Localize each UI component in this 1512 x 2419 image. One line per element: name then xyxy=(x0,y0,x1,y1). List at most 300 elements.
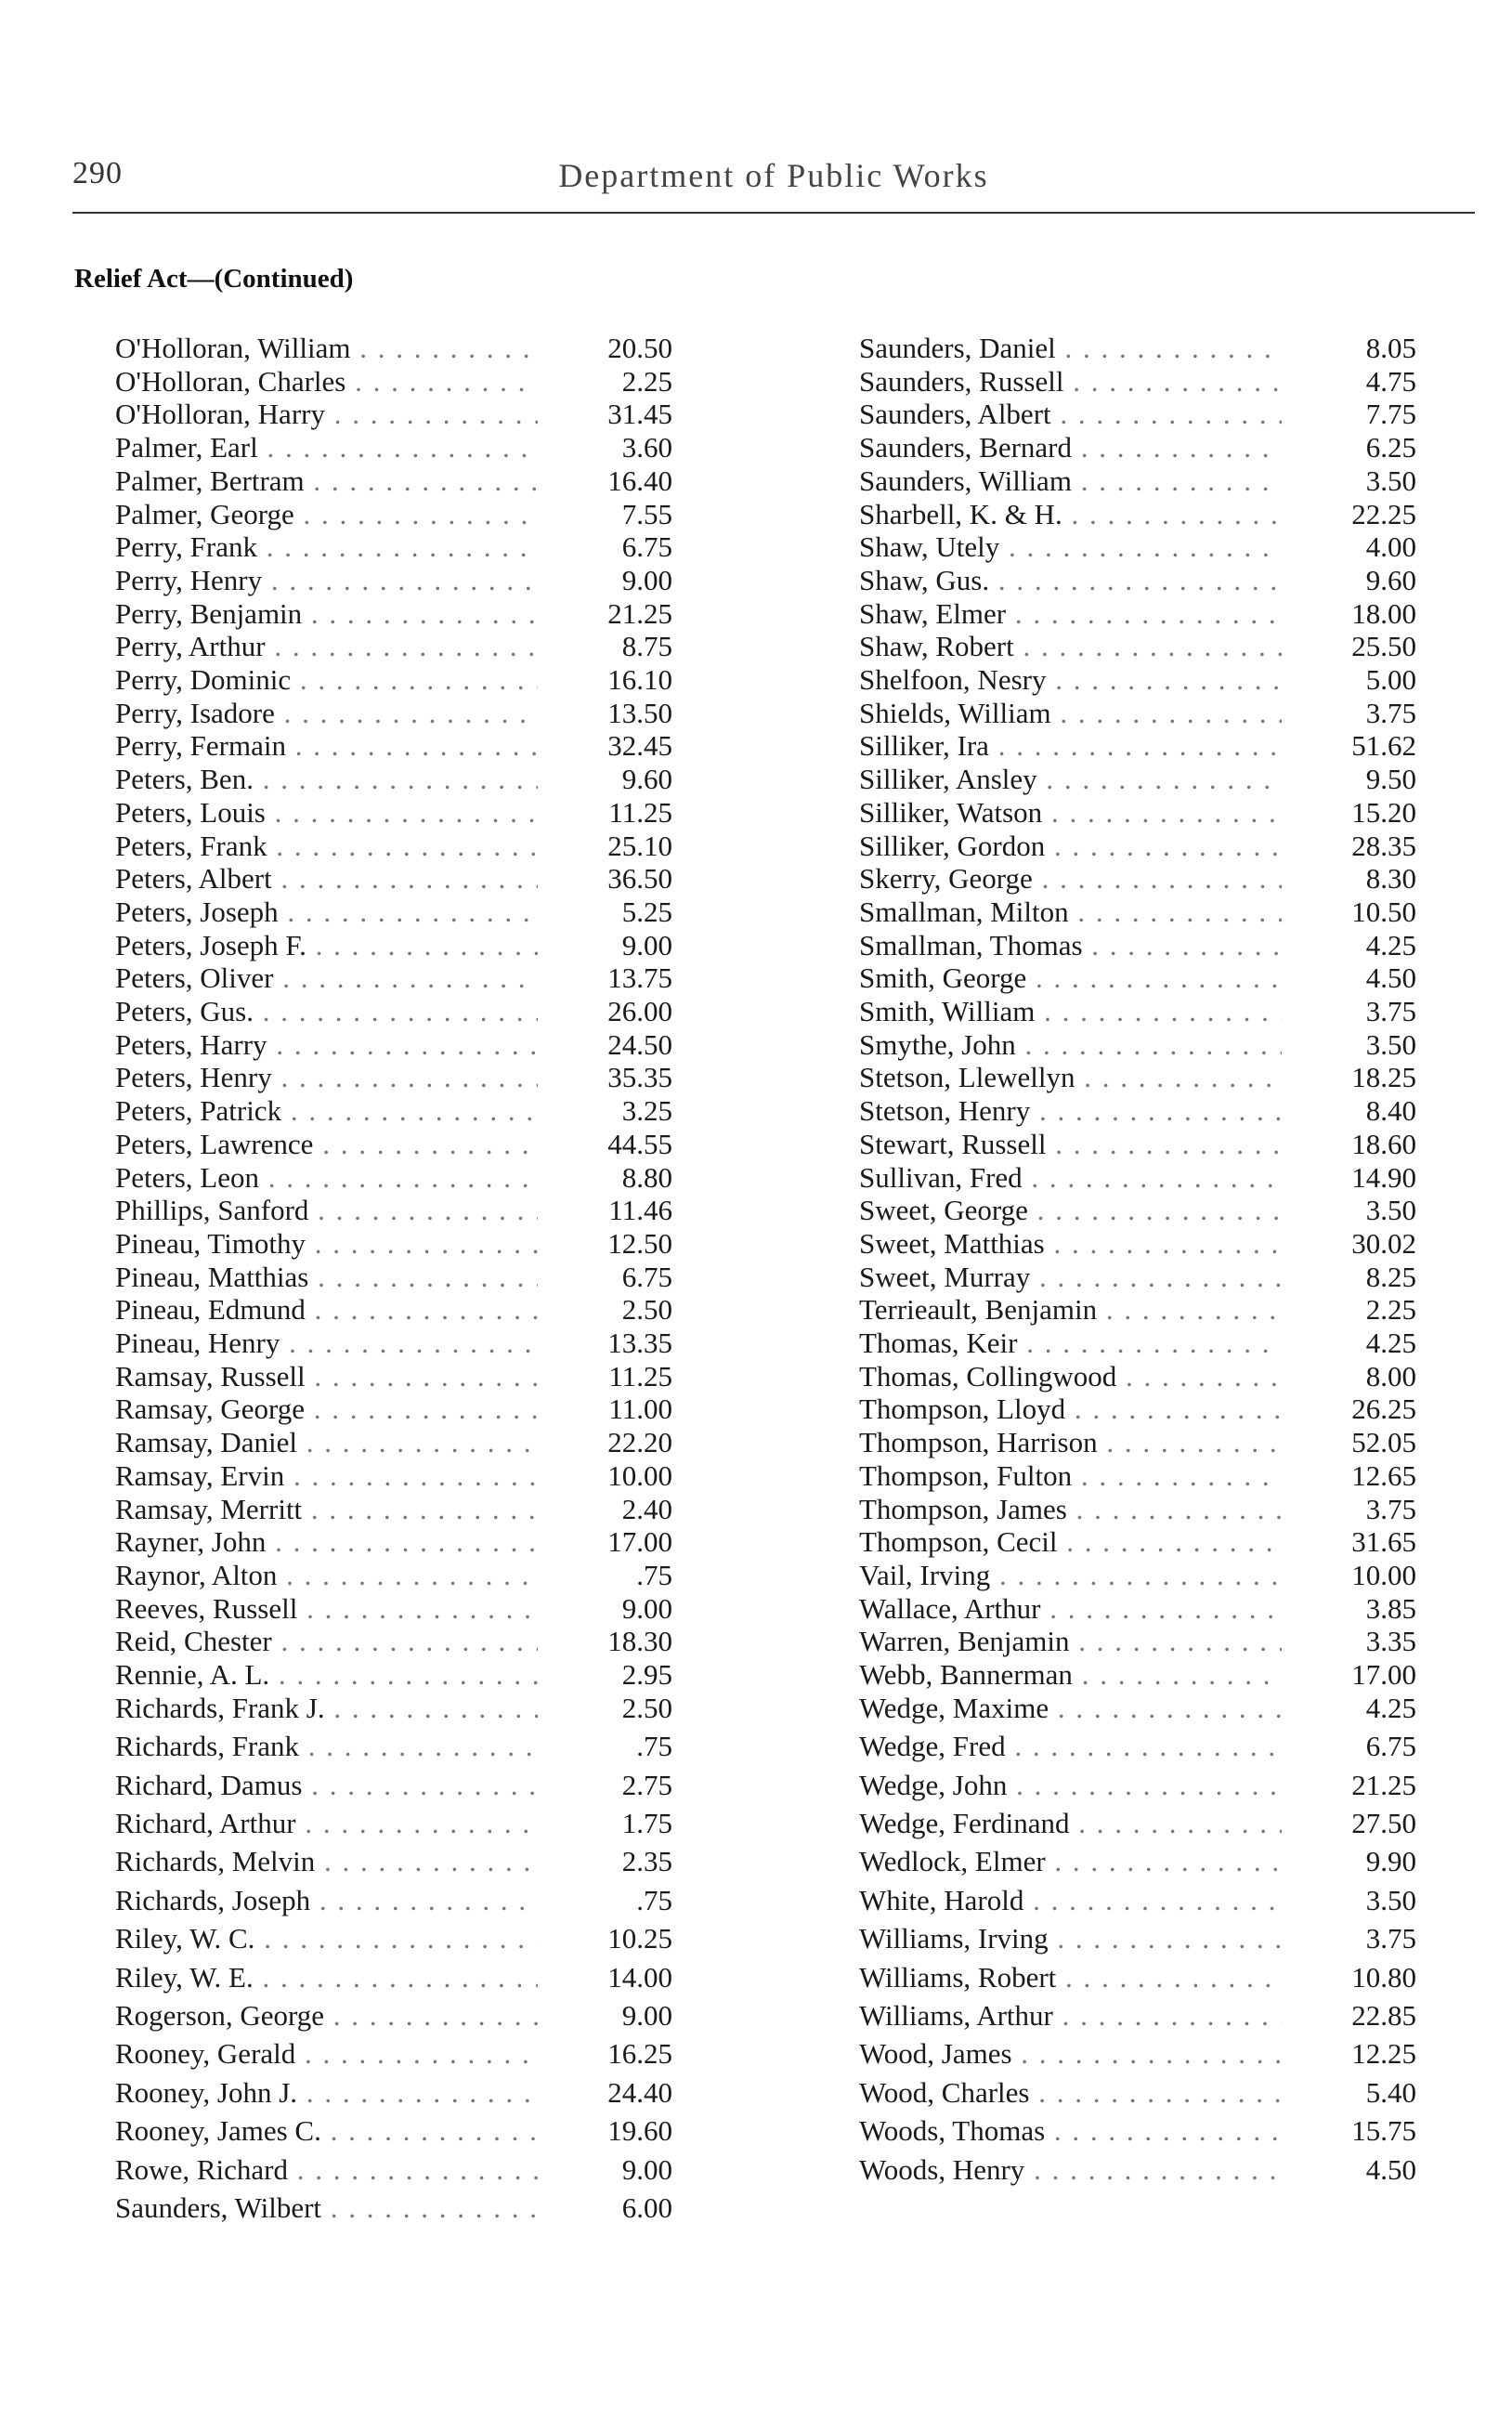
entry-amount: 9.00 xyxy=(621,563,672,596)
entry-amount: 32.45 xyxy=(607,729,672,763)
entry-name: Reid, Chester . . . xyxy=(115,1623,538,1660)
entry-name: Shelfoon, Nesry . . . xyxy=(859,661,1282,699)
entry-name: Warren, Benjamin . . . xyxy=(859,1623,1282,1660)
list-item xyxy=(115,330,672,367)
list-item xyxy=(115,562,672,599)
entry-name: Perry, Fermain . . . xyxy=(115,727,538,765)
entry-amount: 6.25 xyxy=(1365,431,1416,464)
entry-name: White, Harold . . . xyxy=(859,1882,1282,1919)
entry-name: Sweet, George . . . xyxy=(859,1192,1282,1229)
entry-amount: 16.10 xyxy=(607,663,672,696)
list-item xyxy=(859,1997,1416,2034)
entry-amount: 3.85 xyxy=(1365,1591,1416,1625)
list-item xyxy=(859,1843,1416,1880)
list-item xyxy=(859,1092,1416,1130)
list-item xyxy=(859,794,1416,831)
section-heading: Relief Act—(Continued) xyxy=(74,264,354,294)
list-item xyxy=(859,363,1416,400)
list-item xyxy=(859,1059,1416,1096)
list-item xyxy=(115,529,672,566)
list-item xyxy=(859,860,1416,897)
list-item xyxy=(115,1491,672,1528)
entry-amount: 9.00 xyxy=(621,1998,672,2032)
entry-amount: 12.25 xyxy=(1351,2037,1416,2071)
list-item xyxy=(859,927,1416,964)
entry-name: Rayner, John . . . xyxy=(115,1523,538,1561)
entry-amount: 3.50 xyxy=(1365,1194,1416,1227)
list-item xyxy=(115,1656,672,1693)
entry-name: Rooney, John J. . . . xyxy=(115,2074,538,2112)
list-item xyxy=(859,2035,1416,2072)
entry-amount: 16.25 xyxy=(607,2037,672,2071)
entry-name: Wedge, John . . . xyxy=(859,1767,1282,1804)
entry-amount: 8.25 xyxy=(1365,1260,1416,1293)
entry-amount: 16.40 xyxy=(607,464,672,497)
entry-amount: 18.60 xyxy=(1351,1127,1416,1160)
entry-name: Perry, Benjamin . . . xyxy=(115,595,538,633)
entry-amount: 21.25 xyxy=(607,596,672,630)
list-item xyxy=(115,1424,672,1461)
list-item xyxy=(859,2074,1416,2112)
entry-name: Peters, Patrick . . . xyxy=(115,1092,538,1130)
entry-name: Rowe, Richard . . . xyxy=(115,2151,538,2189)
list-item xyxy=(115,1059,672,1096)
list-item xyxy=(859,1126,1416,1163)
running-title: Department of Public Works xyxy=(558,157,989,194)
entry-name: Saunders, Daniel . . . xyxy=(859,330,1282,367)
entry-amount: 31.45 xyxy=(607,398,672,431)
entry-name: Sweet, Murray . . . xyxy=(859,1259,1282,1296)
list-item xyxy=(115,396,672,433)
entry-name: Richard, Arthur . . . xyxy=(115,1805,538,1842)
list-item xyxy=(859,1882,1416,1919)
list-item xyxy=(115,1192,672,1229)
entry-name: Palmer, George . . . xyxy=(115,496,538,533)
entry-name: Thompson, Cecil . . . xyxy=(859,1523,1282,1561)
entry-amount: 14.00 xyxy=(607,1960,672,1994)
list-item xyxy=(859,628,1416,665)
list-item xyxy=(115,794,672,831)
entry-amount: 24.50 xyxy=(607,1027,672,1061)
entry-amount: 3.50 xyxy=(1365,1027,1416,1061)
entry-name: Thompson, Harrison . . . xyxy=(859,1424,1282,1461)
entry-name: Peters, Louis . . . xyxy=(115,794,538,831)
entry-name: Shaw, Utely . . . xyxy=(859,529,1282,566)
list-item xyxy=(115,1358,672,1395)
list-item xyxy=(115,1623,672,1660)
entry-name: Saunders, Wilbert . . . xyxy=(115,2190,538,2227)
entry-name: Woods, Henry . . . xyxy=(859,2151,1282,2189)
entry-amount: 3.75 xyxy=(1365,1492,1416,1525)
entry-amount: 10.00 xyxy=(607,1458,672,1492)
entry-name: Rooney, Gerald . . . xyxy=(115,2035,538,2072)
list-item xyxy=(115,429,672,466)
list-item xyxy=(859,330,1416,367)
entry-name: Perry, Frank . . . xyxy=(115,529,538,566)
list-item xyxy=(859,1491,1416,1528)
entry-name: Pineau, Henry . . . xyxy=(115,1325,538,1362)
entry-amount: 12.65 xyxy=(1351,1458,1416,1492)
entry-name: Wedge, Ferdinand . . . xyxy=(859,1805,1282,1842)
entry-amount: 8.80 xyxy=(621,1160,672,1194)
entry-name: Palmer, Earl . . . xyxy=(115,429,538,466)
entry-amount: 9.50 xyxy=(1365,763,1416,796)
entry-name: Saunders, Russell . . . xyxy=(859,363,1282,400)
entry-name: O'Holloran, William . . . xyxy=(115,330,538,367)
entry-name: Saunders, Albert . . . xyxy=(859,396,1282,433)
entry-amount: 7.55 xyxy=(621,497,672,530)
entry-amount: 20.50 xyxy=(607,332,672,364)
entry-name: Thomas, Collingwood . . . xyxy=(859,1358,1282,1395)
entry-name: Silliker, Watson . . . xyxy=(859,794,1282,831)
list-item xyxy=(115,1159,672,1196)
list-item xyxy=(115,628,672,665)
entry-amount: 9.00 xyxy=(621,2152,672,2186)
list-item xyxy=(115,695,672,732)
list-item xyxy=(859,1590,1416,1628)
list-item xyxy=(859,1225,1416,1262)
entry-name: Peters, Henry . . . xyxy=(115,1059,538,1096)
list-item xyxy=(115,2035,672,2072)
list-item xyxy=(115,363,672,400)
entry-amount: 24.40 xyxy=(607,2075,672,2109)
entry-name: Richards, Joseph . . . xyxy=(115,1882,538,1919)
entry-name: Wood, Charles . . . xyxy=(859,2074,1282,2112)
entry-amount: 26.00 xyxy=(607,995,672,1027)
entry-name: Ramsay, Ervin . . . xyxy=(115,1458,538,1495)
entry-name: Phillips, Sanford . . . xyxy=(115,1192,538,1229)
entry-name: Peters, Ben. . . . xyxy=(115,761,538,798)
entry-amount: 3.50 xyxy=(1365,464,1416,497)
entry-amount: 26.25 xyxy=(1351,1393,1416,1426)
entry-name: Peters, Oliver . . . xyxy=(115,960,538,997)
entry-amount: 35.35 xyxy=(607,1061,672,1094)
entry-name: Thompson, James . . . xyxy=(859,1491,1282,1528)
list-item xyxy=(859,396,1416,433)
entry-name: Riley, W. C. . . . xyxy=(115,1920,538,1957)
entry-amount: 2.25 xyxy=(1365,1293,1416,1327)
entry-amount: 28.35 xyxy=(1351,829,1416,862)
entry-name: Shaw, Gus. . . . xyxy=(859,562,1282,599)
list-item xyxy=(115,828,672,865)
list-item xyxy=(115,1728,672,1765)
list-item xyxy=(115,1026,672,1064)
entry-amount: 4.25 xyxy=(1365,1327,1416,1359)
list-item xyxy=(859,429,1416,466)
entry-amount: 3.35 xyxy=(1365,1625,1416,1658)
entry-name: Smith, William . . . xyxy=(859,993,1282,1030)
list-item xyxy=(859,727,1416,765)
entry-amount: 21.25 xyxy=(1351,1768,1416,1801)
entry-amount: 2.25 xyxy=(621,364,672,398)
entry-amount: 44.55 xyxy=(607,1127,672,1160)
list-item xyxy=(859,1656,1416,1693)
list-item xyxy=(115,1092,672,1130)
entry-name: Wood, James . . . xyxy=(859,2035,1282,2072)
entry-name: Peters, Albert . . . xyxy=(115,860,538,897)
entry-name: Vail, Irving . . . xyxy=(859,1557,1282,1594)
entry-name: O'Holloran, Charles . . . xyxy=(115,363,538,400)
entry-amount: 11.46 xyxy=(608,1194,672,1227)
entry-amount: 51.62 xyxy=(1351,729,1416,763)
list-item xyxy=(859,2151,1416,2189)
entry-name: Stewart, Russell . . . xyxy=(859,1126,1282,1163)
entry-name: Stetson, Henry . . . xyxy=(859,1092,1282,1130)
entry-amount: 6.75 xyxy=(621,1260,672,1293)
entry-amount: 5.00 xyxy=(1365,663,1416,696)
entry-amount: 31.65 xyxy=(1351,1525,1416,1559)
entry-name: Smythe, John . . . xyxy=(859,1026,1282,1064)
list-item xyxy=(859,1391,1416,1428)
list-item xyxy=(115,2074,672,2112)
entry-amount: 19.60 xyxy=(607,2114,672,2148)
entry-name: Ramsay, Daniel . . . xyxy=(115,1424,538,1461)
list-item xyxy=(115,1767,672,1804)
entry-amount: 17.00 xyxy=(1351,1658,1416,1691)
entry-name: Saunders, William . . . xyxy=(859,463,1282,500)
list-item xyxy=(859,1623,1416,1660)
entry-amount: 6.75 xyxy=(621,530,672,564)
list-item xyxy=(859,761,1416,798)
list-item xyxy=(115,1843,672,1880)
entry-name: Pineau, Edmund . . . xyxy=(115,1291,538,1328)
list-item xyxy=(859,695,1416,732)
list-item xyxy=(859,595,1416,633)
entry-amount: 6.00 xyxy=(621,2190,672,2224)
list-item xyxy=(115,1997,672,2034)
entry-amount: 8.00 xyxy=(1365,1359,1416,1393)
entry-amount: 18.00 xyxy=(1351,596,1416,630)
entry-amount: 17.00 xyxy=(607,1525,672,1559)
list-item xyxy=(115,1225,672,1262)
entry-name: Perry, Henry . . . xyxy=(115,562,538,599)
entry-amount: 2.35 xyxy=(621,1845,672,1878)
entry-name: Peters, Gus. . . . xyxy=(115,993,538,1030)
entry-name: Silliker, Ansley . . . xyxy=(859,761,1282,798)
entry-amount: 3.60 xyxy=(621,431,672,464)
list-item xyxy=(859,529,1416,566)
entry-name: Wallace, Arthur . . . xyxy=(859,1590,1282,1628)
entry-amount: 11.25 xyxy=(608,1359,672,1393)
entry-name: Peters, Leon . . . xyxy=(115,1159,538,1196)
list-item xyxy=(859,661,1416,699)
entry-amount: 2.40 xyxy=(621,1492,672,1525)
entry-name: Shaw, Robert . . . xyxy=(859,628,1282,665)
list-item xyxy=(115,761,672,798)
entry-amount: 5.25 xyxy=(621,895,672,928)
entry-amount: 18.25 xyxy=(1351,1061,1416,1094)
entry-name: Perry, Arthur . . . xyxy=(115,628,538,665)
list-item xyxy=(115,1523,672,1561)
list-item xyxy=(115,727,672,765)
entry-name: Rooney, James C. . . . xyxy=(115,2112,538,2150)
entry-name: Wedge, Maxime . . . xyxy=(859,1690,1282,1727)
list-item xyxy=(115,1325,672,1362)
entry-name: Richard, Damus . . . xyxy=(115,1767,538,1804)
entry-amount: 2.95 xyxy=(621,1658,672,1691)
entry-name: Sharbell, K. & H. . . . xyxy=(859,496,1282,533)
entry-amount: 3.25 xyxy=(621,1094,672,1128)
entry-amount: 4.75 xyxy=(1365,364,1416,398)
entry-amount: 9.00 xyxy=(621,1591,672,1625)
page-header xyxy=(72,156,1475,214)
entry-name: Smallman, Milton . . . xyxy=(859,894,1282,931)
entry-amount: 3.75 xyxy=(1365,696,1416,729)
entry-name: Shields, William . . . xyxy=(859,695,1282,732)
entry-amount: 22.20 xyxy=(607,1426,672,1459)
entry-amount: 4.25 xyxy=(1365,1691,1416,1724)
entry-name: Silliker, Ira . . . xyxy=(859,727,1282,765)
entry-name: Pineau, Timothy . . . xyxy=(115,1225,538,1262)
entry-amount: 4.00 xyxy=(1365,530,1416,564)
entry-name: Smith, George . . . xyxy=(859,960,1282,997)
entry-amount: 10.25 xyxy=(607,1922,672,1955)
entry-name: Ramsay, Russell . . . xyxy=(115,1358,538,1395)
list-item xyxy=(115,960,672,997)
entry-amount: 13.50 xyxy=(607,696,672,729)
entry-amount: 15.75 xyxy=(1351,2114,1416,2148)
page-number: 290 xyxy=(72,156,123,190)
entry-amount: 9.60 xyxy=(621,763,672,796)
entry-amount: 10.50 xyxy=(1351,895,1416,928)
list-item xyxy=(115,1391,672,1428)
list-item xyxy=(859,1767,1416,1804)
entry-name: Ramsay, Merritt . . . xyxy=(115,1491,538,1528)
list-item xyxy=(859,496,1416,533)
entry-amount: .75 xyxy=(636,1883,672,1916)
entry-amount: 8.75 xyxy=(621,630,672,663)
entry-amount: 8.05 xyxy=(1365,332,1416,364)
list-item xyxy=(859,1557,1416,1594)
entry-amount: 52.05 xyxy=(1351,1426,1416,1459)
list-item xyxy=(859,1690,1416,1727)
list-item xyxy=(859,1259,1416,1296)
entry-name: Webb, Bannerman . . . xyxy=(859,1656,1282,1693)
entry-name: Peters, Frank . . . xyxy=(115,828,538,865)
entry-name: Skerry, George . . . xyxy=(859,860,1282,897)
list-item xyxy=(859,1920,1416,1957)
entry-amount: 2.50 xyxy=(621,1293,672,1327)
list-item xyxy=(859,1959,1416,1996)
entry-name: O'Holloran, Harry . . . xyxy=(115,396,538,433)
entry-name: Thompson, Lloyd . . . xyxy=(859,1391,1282,1428)
list-item xyxy=(859,960,1416,997)
entry-amount: 9.60 xyxy=(1365,563,1416,596)
entry-amount: .75 xyxy=(636,1730,672,1763)
entry-name: Palmer, Bertram . . . xyxy=(115,463,538,500)
entry-name: Pineau, Matthias . . . xyxy=(115,1259,538,1296)
entry-name: Peters, Lawrence . . . xyxy=(115,1126,538,1163)
list-item xyxy=(115,1126,672,1163)
list-item xyxy=(115,1590,672,1628)
entry-name: Sullivan, Fred . . . xyxy=(859,1159,1282,1196)
entry-amount: 10.00 xyxy=(1351,1558,1416,1591)
entry-amount: 11.00 xyxy=(608,1393,672,1426)
entry-name: Riley, W. E. . . . xyxy=(115,1959,538,1996)
list-item xyxy=(115,2151,672,2189)
entry-amount: 9.00 xyxy=(621,928,672,961)
list-item xyxy=(115,463,672,500)
entry-name: Thompson, Fulton . . . xyxy=(859,1458,1282,1495)
entry-name: Richards, Melvin . . . xyxy=(115,1843,538,1880)
entry-amount: 8.30 xyxy=(1365,862,1416,896)
entry-name: Raynor, Alton . . . xyxy=(115,1557,538,1594)
list-item xyxy=(115,2190,672,2227)
list-item xyxy=(859,562,1416,599)
entry-amount: 27.50 xyxy=(1351,1806,1416,1839)
list-item xyxy=(115,1920,672,1957)
entry-name: Richards, Frank . . . xyxy=(115,1728,538,1765)
entry-amount: 6.75 xyxy=(1365,1730,1416,1763)
entry-amount: 13.75 xyxy=(607,961,672,995)
list-item xyxy=(115,1259,672,1296)
entry-name: Silliker, Gordon . . . xyxy=(859,828,1282,865)
list-item xyxy=(115,1458,672,1495)
list-item xyxy=(115,993,672,1030)
entry-amount: 8.40 xyxy=(1365,1094,1416,1128)
entry-name: Wedge, Fred . . . xyxy=(859,1728,1282,1765)
list-item xyxy=(115,860,672,897)
entry-amount: 14.90 xyxy=(1351,1160,1416,1194)
entry-name: Perry, Dominic . . . xyxy=(115,661,538,699)
entry-name: Stetson, Llewellyn . . . xyxy=(859,1059,1282,1096)
list-item xyxy=(859,1523,1416,1561)
entry-name: Terrieault, Benjamin . . . xyxy=(859,1291,1282,1328)
list-item xyxy=(859,1291,1416,1328)
entry-name: Williams, Irving . . . xyxy=(859,1920,1282,1957)
entry-name: Sweet, Matthias . . . xyxy=(859,1225,1282,1262)
list-item xyxy=(859,1358,1416,1395)
entry-name: Peters, Joseph F. . . . xyxy=(115,927,538,964)
entry-name: Peters, Harry . . . xyxy=(115,1026,538,1064)
entry-name: Saunders, Bernard . . . xyxy=(859,429,1282,466)
entry-amount: 22.85 xyxy=(1351,1998,1416,2032)
entry-amount: 5.40 xyxy=(1365,2075,1416,2109)
list-item xyxy=(115,1805,672,1842)
entry-name: Williams, Arthur . . . xyxy=(859,1997,1282,2034)
entry-amount: 9.90 xyxy=(1365,1845,1416,1878)
entry-amount: 10.80 xyxy=(1351,1960,1416,1994)
entry-name: Woods, Thomas . . . xyxy=(859,2112,1282,2150)
list-item xyxy=(859,1192,1416,1229)
entry-amount: 4.50 xyxy=(1365,2152,1416,2186)
list-item xyxy=(859,1325,1416,1362)
entry-amount: 22.25 xyxy=(1351,497,1416,530)
list-item xyxy=(115,927,672,964)
list-item xyxy=(859,1805,1416,1842)
entry-amount: 25.50 xyxy=(1351,630,1416,663)
entry-name: Rennie, A. L. . . . xyxy=(115,1656,538,1693)
entry-amount: 2.75 xyxy=(621,1768,672,1801)
entry-amount: 4.50 xyxy=(1365,961,1416,995)
entry-name: Ramsay, George . . . xyxy=(115,1391,538,1428)
list-item xyxy=(859,1026,1416,1064)
entry-amount: 3.50 xyxy=(1365,1883,1416,1916)
entry-amount: 3.75 xyxy=(1365,995,1416,1027)
list-item xyxy=(115,1959,672,1996)
list-item xyxy=(859,1458,1416,1495)
entry-amount: 7.75 xyxy=(1365,398,1416,431)
list-item xyxy=(859,1728,1416,1765)
entry-amount: 15.20 xyxy=(1351,795,1416,829)
entry-amount: 1.75 xyxy=(621,1806,672,1839)
entry-name: Williams, Robert . . . xyxy=(859,1959,1282,1996)
list-item xyxy=(115,1882,672,1919)
entry-amount: 11.25 xyxy=(608,795,672,829)
list-item xyxy=(859,894,1416,931)
entry-name: Peters, Joseph . . . xyxy=(115,894,538,931)
entry-name: Smallman, Thomas . . . xyxy=(859,927,1282,964)
